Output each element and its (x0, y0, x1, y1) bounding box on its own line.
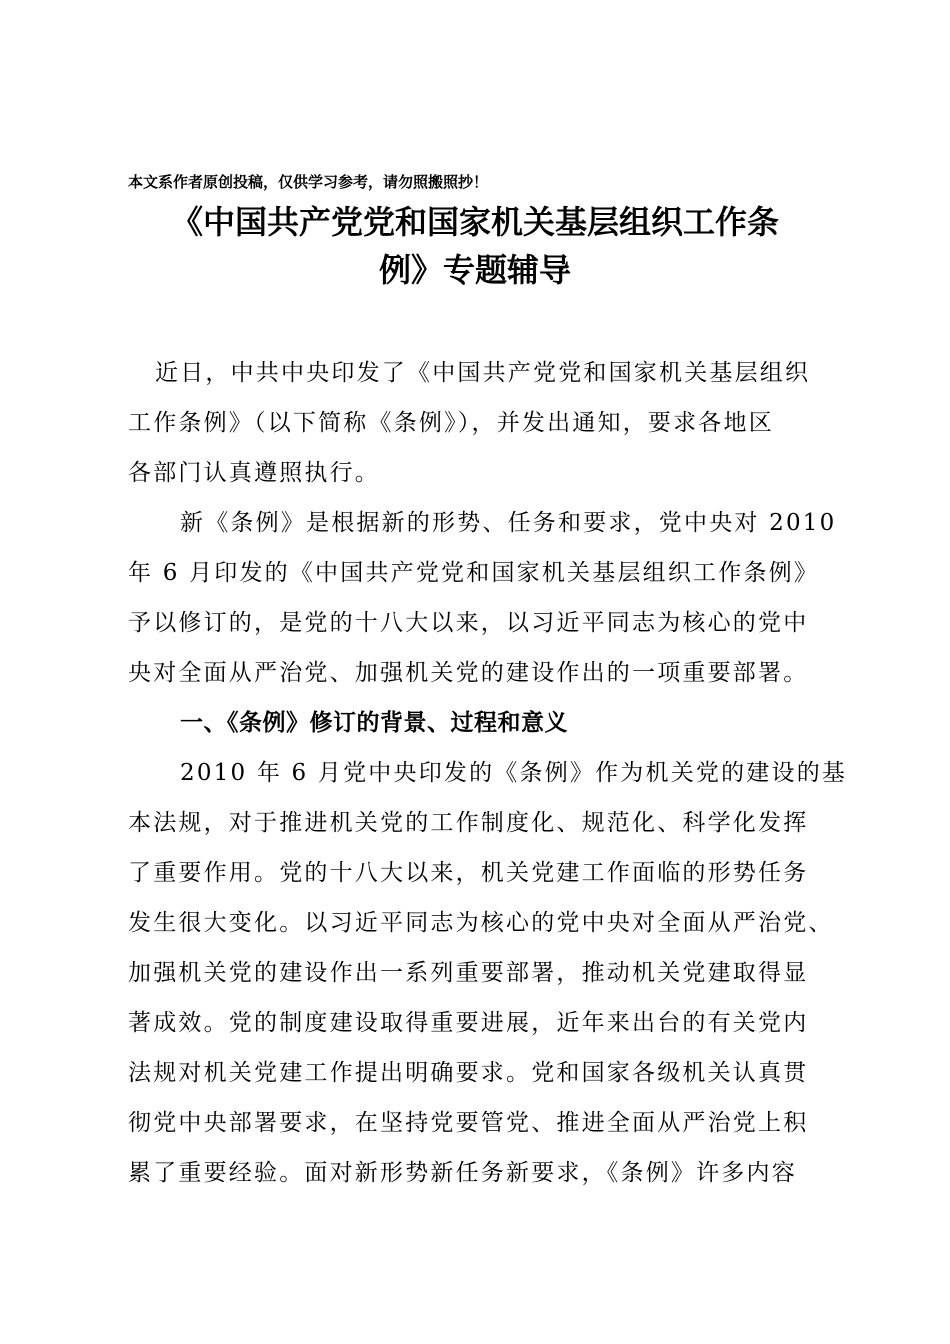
paragraph-3-line-6: 著成效。党的制度建设取得重要进展，近年来出台的有关党内 (128, 1010, 809, 1036)
paragraph-3-line-2: 本法规，对于推进机关党的工作制度化、规范化、科学化发挥 (128, 810, 809, 836)
paragraph-3-line-5: 加强机关党的建设作出一系列重要部署，推动机关党建取得显 (128, 960, 809, 986)
paragraph-2-line-4: 央对全面从严治党、加强机关党的建设作出的一项重要部署。 (128, 660, 809, 686)
paragraph-3-line-1: 2010 年 6 月党中央印发的《条例》作为机关党的建设的基 (180, 760, 848, 786)
paragraph-2-line-1: 新《条例》是根据新的形势、任务和要求，党中央对 2010 (180, 510, 837, 536)
document-title-line-1: 《中国共产党党和国家机关基层组织工作条 (170, 203, 779, 241)
paragraph-3-line-8: 彻党中央部署要求，在坚持党要管党、推进全面从严治党上积 (128, 1110, 809, 1136)
paragraph-3-line-9: 累了重要经验。面对新形势新任务新要求，《条例》许多内容 (128, 1160, 797, 1186)
paragraph-3-line-7: 法规对机关党建工作提出明确要求。党和国家各级机关认真贯 (128, 1060, 809, 1086)
paragraph-2-line-3: 予以修订的，是党的十八大以来，以习近平同志为核心的党中 (128, 610, 809, 636)
paragraph-3-line-3: 了重要作用。党的十八大以来，机关党建工作面临的形势任务 (128, 860, 809, 886)
paragraph-3-line-4: 发生很大变化。以习近平同志为核心的党中央对全面从严治党、 (128, 910, 834, 936)
paragraph-1-line-3: 各部门认真遵照执行。 (128, 460, 380, 486)
paragraph-1-line-1: 近日，中共中央印发了《中国共产党党和国家机关基层组织 (155, 360, 811, 386)
paragraph-2-line-2: 年 6 月印发的《中国共产党党和国家机关基层组织工作条例》 (128, 560, 820, 586)
document-title-line-2: 例》专题辅导 (378, 251, 571, 289)
paragraph-1-line-2: 工作条例》（以下简称《条例》），并发出通知，要求各地区 (128, 410, 774, 436)
copyright-notice: 本文系作者原创投稿，仅供学习参考，请勿照搬照抄！ (128, 173, 489, 191)
section-heading-1: 一、《条例》修订的背景、过程和意义 (180, 710, 568, 736)
